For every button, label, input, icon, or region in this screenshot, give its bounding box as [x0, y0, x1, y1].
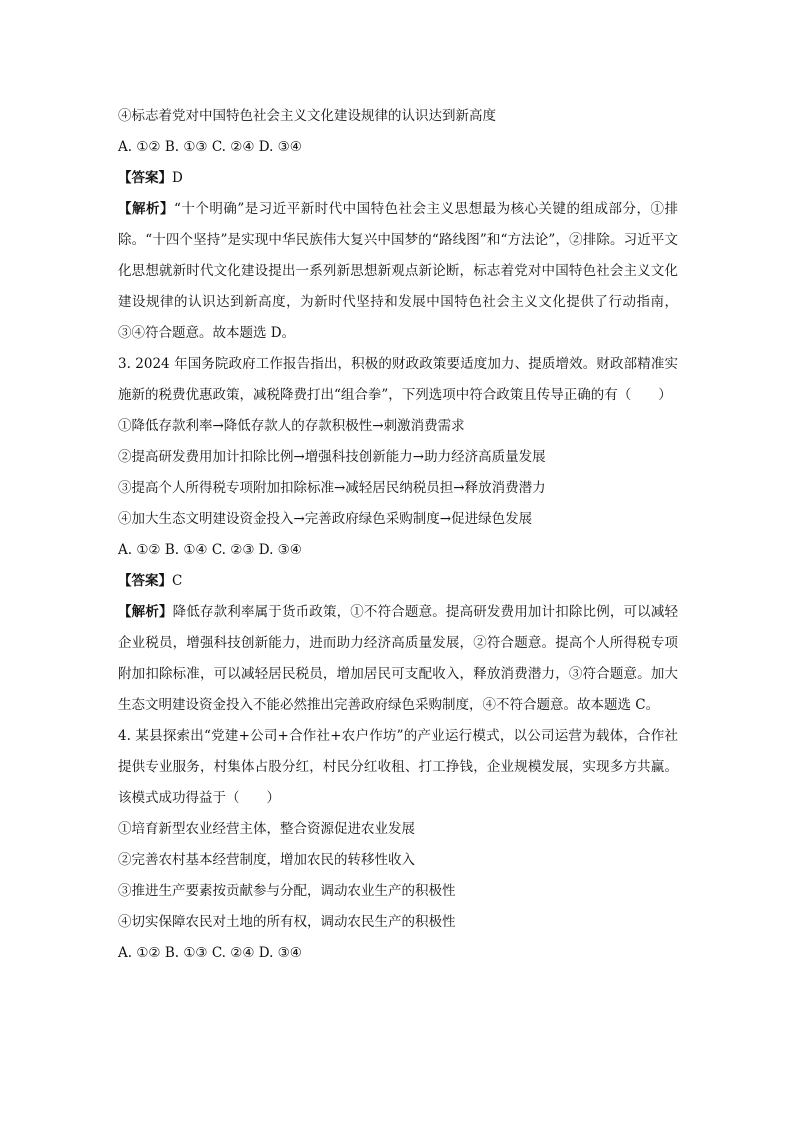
analysis-text: 降低存款利率属于货币政策，①不符合题意。提高研发费用加计扣除比例，可以减轻企业税员，增强科技创新能力，进而助力经济高质量发展，②符合题意。提高个人所得税专项附加扣除标准，可以减轻居民税员，增加居民可支配收入，释放消费潜力，③符合题意。加大生态文明建设资金投入不能必然推出完善政府绿色采购制度，④不符合题意。故本题选 C。 — [118, 604, 679, 713]
q4-option-4: ④切实保障农民对土地的所有权，调动农民生产的积极性 — [118, 914, 456, 930]
q4-option-1: ①培育新型农业经营主体，整合资源促进农业发展 — [118, 821, 415, 837]
answer-value: C — [172, 573, 183, 589]
q3-option-4: ④加大生态文明建设资金投入→完善政府绿色采购制度→促进绿色发展 — [118, 511, 533, 527]
q3-analysis — [118, 597, 678, 721]
answer-value: D — [172, 170, 183, 186]
analysis-text: “十个明确”是习近平新时代中国特色社会主义思想最为核心关键的组成部分，①排除。“十四个坚持”是实现中华民族伟大复兴中国梦的“路线图”和“方法论”，②排除。习近平文化思想就新时代文化建设提出一系列新思想新观点新论断，标志着党对中国特色社会主义文化建设规律的认识达到新高度，为新时代坚持和发展中国特色社会主义文化提供了行动指南，③④符合题意。故本题选 D。 — [118, 201, 678, 341]
analysis-tag: 【解析】 — [118, 604, 173, 620]
q3-option-2: ②提高研发费用加计扣除比例→增强科技创新能力→助力经济高质量发展 — [118, 449, 546, 465]
q3-choices: A. ①② B. ①④ C. ②③ D. ③④ — [118, 542, 302, 558]
q4-option-2: ②完善农村基本经营制度，增加农民的转移性收入 — [118, 852, 415, 868]
q4-option-3: ③推进生产要素按贡献参与分配，调动农业生产的积极性 — [118, 883, 456, 899]
q3-option-1: ①降低存款利率→降低存款人的存款积极性→刺激消费需求 — [118, 418, 465, 434]
q3-option-3: ③提高个人所得税专项附加扣除标准→减轻居民纳税员担→释放消费潜力 — [118, 480, 546, 496]
document-page — [118, 101, 678, 969]
q2-answer — [118, 163, 678, 194]
analysis-tag: 【解析】 — [118, 201, 174, 217]
answer-tag: 【答案】 — [118, 170, 172, 186]
q4-stem: 4. 某县探索出“党建+公司+合作社+农户作坊”的产业运行模式，以公司运营为载体，合作社提供专业服务，村集体占股分红，村民分红收租、打工挣钱，企业规模发展，实现多方共赢。该模式成功得益于（ ） — [118, 728, 678, 806]
q3-stem: 3. 2024 年国务院政府工作报告指出，积极的财政政策要适度加力、提质增效。财政部精准实施新的税费优惠政策，减税降费打出“组合拳”，下列选项中符合政策且传导正确的有（ ） — [118, 356, 678, 403]
q2-choices: A. ①② B. ①③ C. ②④ D. ③④ — [118, 139, 302, 155]
answer-tag: 【答案】 — [118, 573, 172, 589]
q3-answer — [118, 566, 678, 597]
q2-option-4: ④标志着党对中国特色社会主义文化建设规律的认识达到新高度 — [118, 108, 496, 124]
q4-choices: A. ①② B. ①③ C. ②④ D. ③④ — [118, 945, 302, 961]
q2-analysis — [118, 194, 678, 349]
